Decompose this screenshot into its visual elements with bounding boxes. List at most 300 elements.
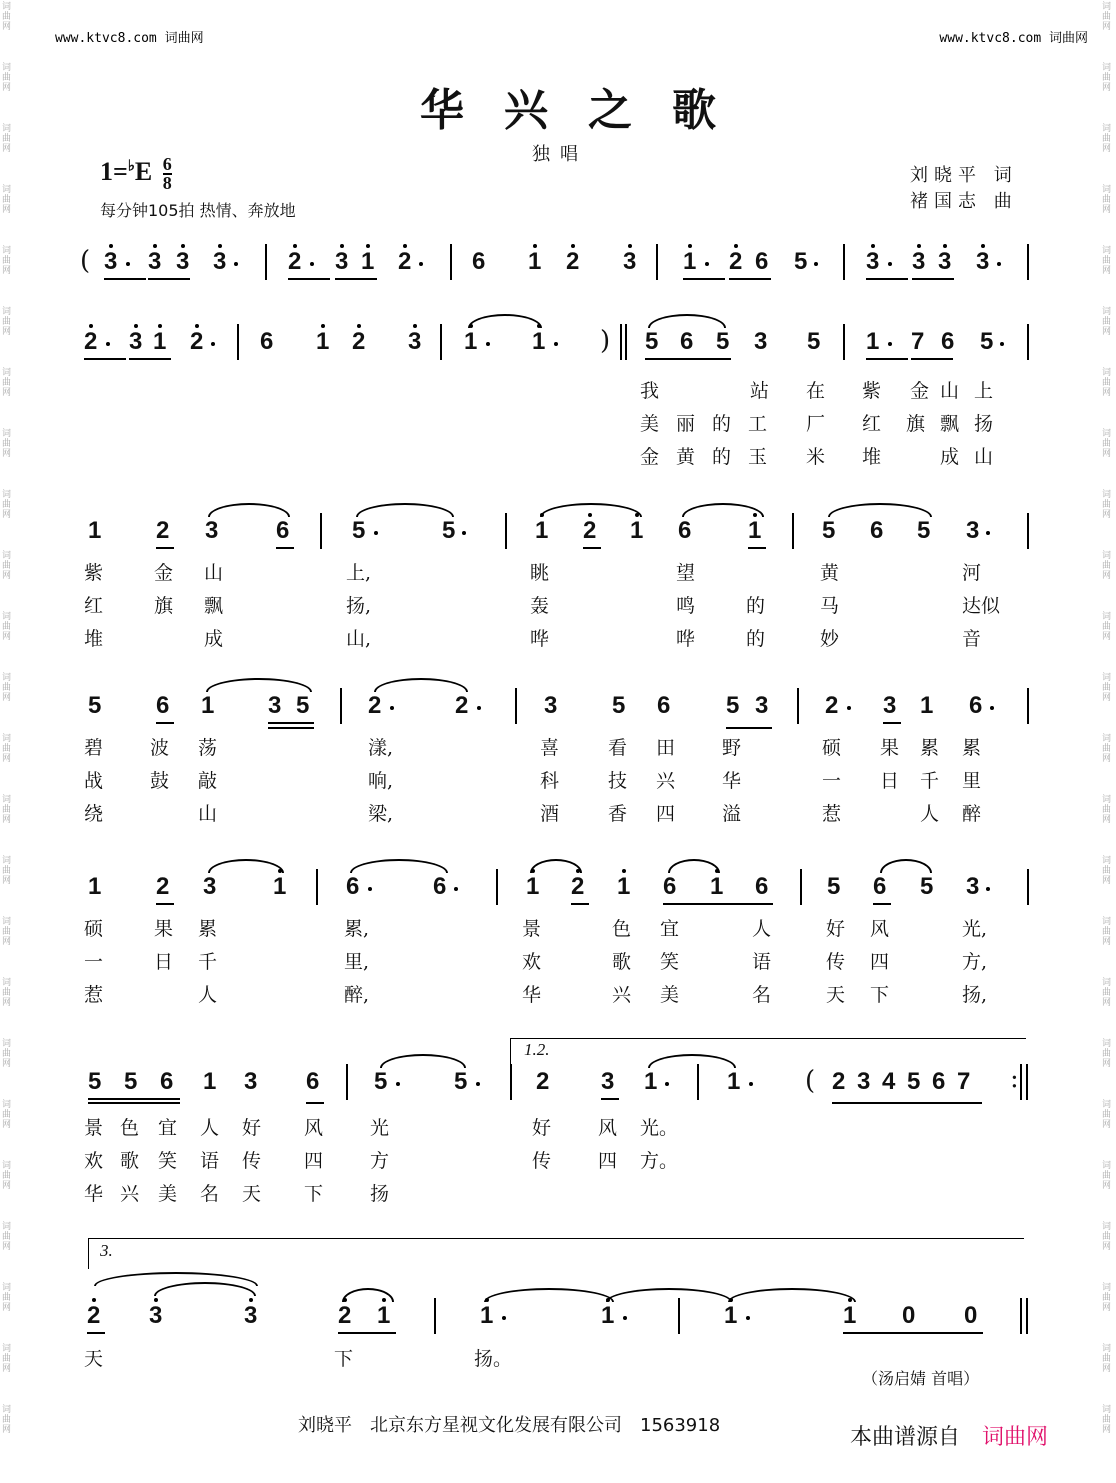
duration-dot: [368, 887, 372, 891]
bar-line: [1020, 1064, 1022, 1100]
lyric-syllable: 河: [962, 562, 982, 584]
note: 2: [190, 328, 204, 355]
lyric-syllable: 光,: [962, 918, 988, 940]
lyric-syllable: 在: [806, 380, 826, 402]
lyric-syllable: 鼓: [150, 770, 170, 792]
lyric-syllable: 旗: [154, 595, 174, 617]
lyric-syllable: 下: [304, 1183, 324, 1205]
note: 1: [203, 1068, 217, 1095]
note: 6: [433, 873, 447, 900]
lyric-syllable: 我: [640, 380, 660, 402]
lyric-syllable: 碧: [84, 737, 104, 759]
singer-credit: （汤启婧 首唱）: [862, 1369, 980, 1388]
lyric-syllable: 金: [640, 446, 660, 468]
slur: [356, 503, 454, 517]
duration-dot: [990, 706, 994, 710]
slur: [880, 859, 932, 873]
lyric-syllable: 田: [656, 737, 676, 759]
duration-dot: [477, 706, 481, 710]
underline: [84, 358, 126, 360]
underline: [583, 547, 601, 549]
note: 1: [88, 517, 102, 544]
note: 1: [273, 873, 287, 900]
note: 6: [156, 692, 170, 719]
lyric-syllable: 醉: [962, 803, 982, 825]
note: 5: [980, 328, 994, 355]
lyric-syllable: 波: [150, 737, 170, 759]
note: 6: [472, 248, 486, 275]
lyric-syllable: 扬,: [962, 984, 988, 1006]
underline: [148, 278, 190, 280]
octave-dot: [540, 513, 544, 517]
note: 5: [907, 1068, 921, 1095]
duration-dot: [234, 262, 238, 266]
time-signature: $\frac{6}{8}$: [162, 154, 172, 193]
lyric-syllable: 厂: [806, 413, 826, 435]
note: 2: [825, 692, 839, 719]
note: 6: [160, 1068, 174, 1095]
note: 6: [932, 1068, 946, 1095]
duration-dot: [1000, 342, 1004, 346]
underline: [663, 903, 773, 905]
lyric-syllable: 方: [370, 1150, 390, 1172]
note: 6: [276, 517, 290, 544]
bar-line: [346, 1064, 348, 1100]
lyric-syllable: 鸣: [676, 595, 696, 617]
octave-dot: [576, 869, 580, 873]
underline: [873, 903, 891, 905]
note: 1: [748, 517, 762, 544]
lyricist-credit: 刘晓平 词: [910, 165, 1018, 186]
lyric-syllable: 景: [84, 1117, 104, 1139]
footer-info: 刘晓平 北京东方星视文化发展有限公司 1563918: [298, 1415, 721, 1436]
lyric-syllable: 扬,: [346, 595, 372, 617]
note: 1: [727, 1068, 741, 1095]
underline: [338, 1332, 396, 1334]
composer-credit: 褚国志 曲: [910, 191, 1018, 212]
note: 1: [630, 517, 644, 544]
octave-dot: [293, 244, 297, 248]
paren: (: [80, 246, 91, 276]
note: 2: [571, 873, 585, 900]
duration-dot: [419, 262, 423, 266]
duration-dot: [396, 1082, 400, 1086]
lyric-syllable: 的: [712, 413, 732, 435]
octave-dot: [688, 244, 692, 248]
note: 6: [663, 873, 677, 900]
lyric-syllable: 望: [676, 562, 696, 584]
note: 2: [352, 328, 366, 355]
lyric-syllable: 累: [962, 737, 982, 759]
note: 1: [153, 328, 167, 355]
lyric-syllable: 好: [826, 918, 846, 940]
slur: [828, 503, 932, 517]
octave-dot: [343, 1298, 347, 1302]
lyric-syllable: 溢: [722, 803, 742, 825]
note: 1: [88, 873, 102, 900]
slur: [380, 1054, 466, 1068]
octave-dot: [195, 324, 199, 328]
note: 1: [683, 248, 697, 275]
octave-dot: [357, 324, 361, 328]
header-site-left[interactable]: www.ktvc8.com 词曲网: [55, 31, 204, 46]
lyric-syllable: 歌: [612, 951, 632, 973]
note: 0: [964, 1302, 978, 1329]
note: 1: [377, 1302, 391, 1329]
lyric-syllable: 美: [640, 413, 660, 435]
lyric-syllable: 山: [974, 446, 994, 468]
lyric-syllable: 风: [870, 918, 890, 940]
underline: [104, 278, 146, 280]
note: 7: [957, 1068, 971, 1095]
lyric-syllable: 名: [752, 984, 772, 1006]
duration-dot: [888, 262, 892, 266]
lyric-syllable: 果: [880, 737, 900, 759]
octave-dot: [734, 244, 738, 248]
note: 3: [966, 517, 980, 544]
slur: [606, 1288, 732, 1302]
bar-line: [792, 513, 794, 549]
octave-dot: [249, 1298, 253, 1302]
note: 3: [601, 1068, 615, 1095]
note: 2: [288, 248, 302, 275]
note: 1: [617, 873, 631, 900]
lyric-syllable: 日: [880, 770, 900, 792]
note: 4: [882, 1068, 896, 1095]
note: 2: [156, 517, 170, 544]
duration-dot: [502, 1316, 506, 1320]
lyric-syllable: 成: [204, 628, 224, 650]
octave-dot: [366, 244, 370, 248]
underline: [726, 727, 772, 729]
note: 5: [88, 692, 102, 719]
octave-dot: [158, 324, 162, 328]
note: 3: [866, 248, 880, 275]
bar-line: [1020, 1298, 1022, 1334]
bar-line: [1027, 869, 1029, 905]
lyric-syllable: 的: [712, 446, 732, 468]
lyric-syllable: 旗: [906, 413, 926, 435]
slur: [648, 314, 726, 328]
octave-dot: [340, 244, 344, 248]
bar-line: [450, 244, 452, 280]
underline: [288, 278, 330, 280]
note: 1: [724, 1302, 738, 1329]
underline: [883, 722, 901, 724]
duration-dot: [310, 262, 314, 266]
lyric-syllable: 轰: [530, 595, 550, 617]
note: 2: [398, 248, 412, 275]
lyric-syllable: 笑: [158, 1150, 178, 1172]
underline: [866, 278, 908, 280]
duration-dot: [462, 531, 466, 535]
octave-dot: [871, 244, 875, 248]
lyric-syllable: 酒: [540, 803, 560, 825]
bar-line: [1026, 1298, 1028, 1334]
bar-line: [510, 1064, 512, 1100]
lyric-syllable: 妙: [820, 628, 840, 650]
note: 5: [442, 517, 456, 544]
underline: [645, 358, 731, 360]
note: 1: [532, 328, 546, 355]
underline: [748, 547, 766, 549]
duration-dot: [106, 342, 110, 346]
duration-dot: [374, 531, 378, 535]
lyric-syllable: 风: [304, 1117, 324, 1139]
note: 1: [866, 328, 880, 355]
octave-dot: [89, 324, 93, 328]
bar-line: [625, 324, 627, 360]
duration-dot: [390, 706, 394, 710]
header-site-right[interactable]: www.ktvc8.com 词曲网: [939, 31, 1088, 46]
note: 6: [969, 692, 983, 719]
lyric-syllable: 人: [752, 918, 772, 940]
bar-line: [843, 324, 845, 360]
duration-dot: [746, 1316, 750, 1320]
octave-dot: [382, 1298, 386, 1302]
note: 5: [124, 1068, 138, 1095]
duration-dot: [486, 342, 490, 346]
bar-line: [505, 513, 507, 549]
lyric-syllable: 光: [370, 1117, 390, 1139]
subtitle: 独唱: [532, 144, 588, 165]
octave-dot: [154, 1298, 158, 1302]
underline: [729, 278, 771, 280]
lyric-syllable: 兴: [120, 1183, 140, 1205]
note: 6: [755, 248, 769, 275]
lyric-syllable: 一: [822, 770, 842, 792]
lyric-syllable: 山,: [346, 628, 372, 650]
lyric-syllable: 光。: [640, 1117, 679, 1139]
lyric-syllable: 绕: [84, 803, 104, 825]
note: 5: [827, 873, 841, 900]
octave-dot: [729, 1298, 733, 1302]
lyric-syllable: 米: [806, 446, 826, 468]
lyric-syllable: 美: [660, 984, 680, 1006]
lyric-syllable: 响,: [368, 770, 394, 792]
octave-dot: [848, 1298, 852, 1302]
note: 1: [480, 1302, 494, 1329]
lyric-syllable: 一: [84, 951, 104, 973]
lyric-syllable: 上,: [346, 562, 372, 584]
duration-dot: [997, 262, 1001, 266]
note: 3: [149, 1302, 163, 1329]
lyric-syllable: 黄: [676, 446, 696, 468]
lyric-syllable: 人: [920, 803, 940, 825]
lyric-syllable: 扬: [974, 413, 994, 435]
octave-dot: [485, 1298, 489, 1302]
lyric-syllable: 工: [748, 413, 768, 435]
note: 3: [912, 248, 926, 275]
lyric-syllable: 宜: [158, 1117, 178, 1139]
lyric-syllable: 成: [940, 446, 960, 468]
octave-dot: [531, 869, 535, 873]
bar-line: [1027, 244, 1029, 280]
slur: [350, 859, 448, 873]
lyric-syllable: 传: [532, 1150, 552, 1172]
lyric-syllable: 梁,: [368, 803, 394, 825]
note: 5: [920, 873, 934, 900]
underline: [912, 278, 954, 280]
lyric-syllable: 兴: [612, 984, 632, 1006]
lyric-syllable: 眺: [530, 562, 550, 584]
duration-dot: [554, 342, 558, 346]
note: 3: [976, 248, 990, 275]
duration-dot: [454, 887, 458, 891]
note: 3: [129, 328, 143, 355]
octave-dot: [109, 244, 113, 248]
lyric-syllable: 华: [84, 1183, 104, 1205]
lyric-syllable: 的: [746, 595, 766, 617]
lyric-syllable: 硕: [84, 918, 104, 940]
duration-dot: [476, 1082, 480, 1086]
note: 3: [176, 248, 190, 275]
bar-line: [843, 244, 845, 280]
underline: [129, 358, 171, 360]
lyric-syllable: 扬。: [474, 1348, 513, 1370]
note: 2: [832, 1068, 846, 1095]
lyric-syllable: 欢: [84, 1150, 104, 1172]
note: 2: [455, 692, 469, 719]
underline: [268, 727, 314, 729]
volta-3-bracket: [88, 1238, 1024, 1269]
lyric-syllable: 黄: [820, 562, 840, 584]
lyric-syllable: 紫: [84, 562, 104, 584]
lyric-syllable: 山: [940, 380, 960, 402]
underline: [87, 1332, 105, 1334]
slur: [484, 1288, 614, 1302]
duration-dot: [986, 531, 990, 535]
lyric-syllable: 科: [540, 770, 560, 792]
lyric-syllable: 飘: [940, 413, 960, 435]
lyric-syllable: 飘: [204, 595, 224, 617]
lyric-syllable: 看: [608, 737, 628, 759]
lyric-syllable: 风: [598, 1117, 618, 1139]
lyric-syllable: 香: [608, 803, 628, 825]
note: 6: [657, 692, 671, 719]
bar-line: [656, 244, 658, 280]
paren: (: [805, 1066, 816, 1096]
key-signature: 1=♭E $\frac{6}{8}$: [100, 154, 172, 193]
lyric-syllable: 天: [84, 1348, 104, 1370]
underline: [911, 358, 953, 360]
lyric-syllable: 野: [722, 737, 742, 759]
duration-dot: [888, 342, 892, 346]
note: 3: [966, 873, 980, 900]
octave-dot: [753, 513, 757, 517]
lyric-syllable: 四: [304, 1150, 324, 1172]
source-notice: 本曲谱源自 词曲网: [850, 1425, 1049, 1450]
duration-dot: [211, 342, 215, 346]
note: 3: [268, 692, 282, 719]
duration-dot: [749, 1082, 753, 1086]
duration-dot: [986, 887, 990, 891]
note: 2: [156, 873, 170, 900]
lyric-syllable: 日: [154, 951, 174, 973]
lyric-syllable: 传: [242, 1150, 262, 1172]
note: 3: [883, 692, 897, 719]
lyric-syllable: 累: [198, 918, 218, 940]
note: 3: [408, 328, 422, 355]
lyric-syllable: 兴: [656, 770, 676, 792]
lyric-syllable: 累,: [344, 918, 370, 940]
lyric-syllable: 哗: [530, 628, 550, 650]
lyric-syllable: 四: [656, 803, 676, 825]
underline: [276, 547, 294, 549]
octave-dot: [635, 513, 639, 517]
lyric-syllable: 音: [962, 628, 982, 650]
note: 0: [902, 1302, 916, 1329]
octave-dot: [218, 244, 222, 248]
paren: ): [600, 326, 611, 356]
volta-3-label: 3.: [100, 1241, 113, 1260]
slur: [374, 678, 468, 692]
note: 3: [104, 248, 118, 275]
slur: [206, 678, 312, 692]
lyric-syllable: 四: [870, 951, 890, 973]
lyric-syllable: 好: [532, 1117, 552, 1139]
octave-dot: [181, 244, 185, 248]
underline: [88, 1102, 180, 1104]
lyric-syllable: 红: [862, 413, 882, 435]
octave-dot: [321, 324, 325, 328]
note: 1: [843, 1302, 857, 1329]
bar-line: [697, 1064, 699, 1100]
note: 5: [296, 692, 310, 719]
slur: [468, 314, 542, 328]
underline: [683, 278, 725, 280]
lyric-syllable: 战: [84, 770, 104, 792]
note: 5: [794, 248, 808, 275]
lyric-syllable: 天: [242, 1183, 262, 1205]
bar-line: [320, 513, 322, 549]
note: 1: [535, 517, 549, 544]
slur: [208, 503, 290, 517]
note: 6: [873, 873, 887, 900]
note: 2: [583, 517, 597, 544]
underline: [268, 722, 314, 724]
underline: [571, 903, 589, 905]
lyric-syllable: 玉: [748, 446, 768, 468]
octave-dot: [537, 324, 541, 328]
lyric-syllable: 下: [870, 984, 890, 1006]
underline: [156, 722, 174, 724]
lyric-syllable: 金: [154, 562, 174, 584]
note: 1: [361, 248, 375, 275]
note: 5: [917, 517, 931, 544]
note: 6: [260, 328, 274, 355]
octave-dot: [917, 244, 921, 248]
underline: [335, 278, 377, 280]
note: 3: [213, 248, 227, 275]
bar-line: [797, 688, 799, 724]
note: 6: [680, 328, 694, 355]
note: 3: [755, 692, 769, 719]
lyric-syllable: 荡: [198, 737, 218, 759]
lyric-syllable: 下: [334, 1348, 354, 1370]
source-site-link[interactable]: 词曲网: [982, 1425, 1049, 1450]
volta-1-2-label: 1.2.: [524, 1040, 550, 1059]
note: 3: [205, 517, 219, 544]
lyric-syllable: 漾,: [368, 737, 394, 759]
note: 6: [941, 328, 955, 355]
octave-dot: [278, 869, 282, 873]
octave-dot: [943, 244, 947, 248]
lyric-syllable: 扬: [370, 1183, 390, 1205]
lyric-syllable: 山: [198, 803, 218, 825]
lyric-syllable: 笑: [660, 951, 680, 973]
note: 1: [526, 873, 540, 900]
